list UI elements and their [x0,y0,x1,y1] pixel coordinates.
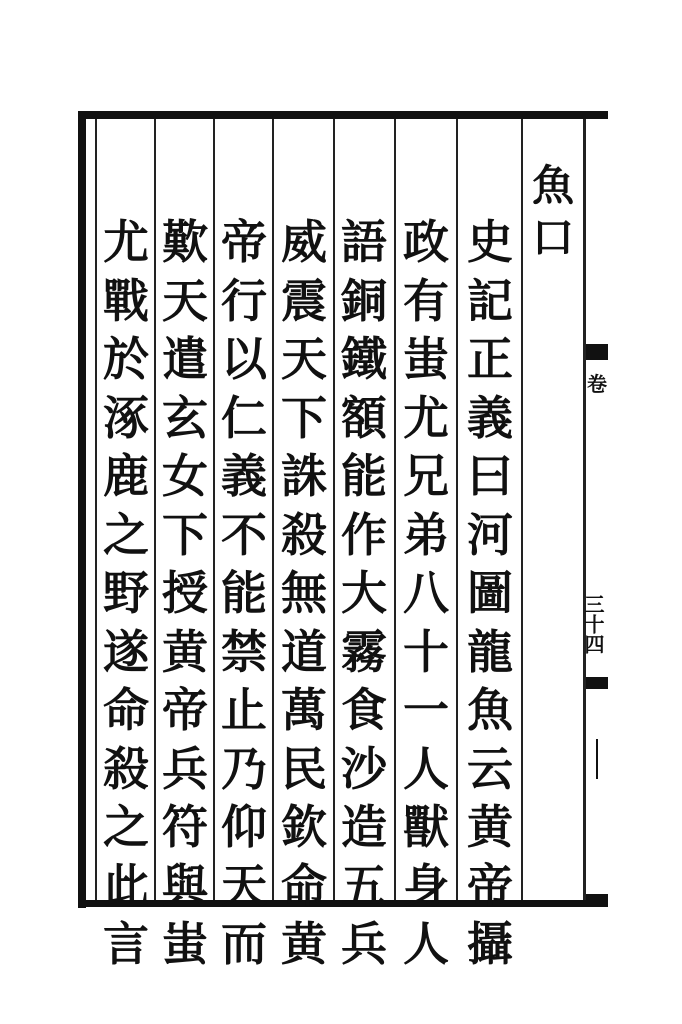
text-character: 萬 [281,683,327,737]
text-character: 尤 [103,215,149,269]
text-character: 龍 [467,624,513,679]
text-character: 授 [162,566,208,620]
text-column-6 [157,213,213,974]
column-rule [213,119,215,900]
text-character: 攝 [467,917,513,971]
text-character: 史 [467,215,513,269]
frame-left-border [78,111,86,908]
text-character: 無 [281,566,327,620]
text-character: 涿 [103,390,149,445]
column-rule [154,119,156,900]
text-character: 義 [467,390,513,445]
text-character: 魚 [531,161,574,210]
text-character: 禁 [221,624,267,679]
text-character: 河 [467,507,513,562]
text-column-7 [98,213,154,974]
fold-bottom-mark [586,894,608,900]
column-rule [456,119,458,900]
text-character: 誅 [281,449,327,503]
text-character: 兵 [341,917,387,971]
text-character: 下 [281,390,327,445]
frame-inner-left-rule [95,119,97,900]
text-column-3 [336,213,392,974]
text-character: 而 [221,917,267,971]
text-character: 人 [403,741,449,796]
text-character: 下 [162,507,208,562]
column-rule [333,119,335,900]
text-character: 兵 [162,741,208,796]
text-character: 遂 [103,624,149,679]
text-character: 鐵 [341,332,387,386]
text-character: 能 [341,449,387,503]
column-rule [394,119,396,900]
text-character: 符 [162,800,208,854]
text-character: 民 [281,741,327,796]
text-character: 黄 [467,800,513,854]
column-rule [521,119,523,900]
text-character: 額 [341,390,387,445]
fold-mark [596,739,598,779]
text-character: 野 [103,566,149,620]
text-character: 曰 [467,449,513,503]
column-rule [272,119,274,900]
text-character: 有 [403,273,449,328]
text-character: 銅 [341,273,387,328]
text-character: 殺 [281,507,327,562]
text-character: 震 [281,273,327,328]
text-character: 之 [103,507,149,562]
text-character: 女 [162,449,208,503]
text-column-4 [276,213,332,974]
text-character: 帝 [221,215,267,269]
fold-fishtail-upper [586,344,608,360]
text-character: 尤 [403,390,449,445]
text-character: 命 [281,858,327,913]
text-character: 大 [341,566,387,620]
text-column-5 [216,213,272,974]
text-character: 沙 [341,741,387,796]
text-character: 五 [341,858,387,913]
text-character: 道 [281,624,327,679]
text-character: 記 [467,273,513,328]
text-character: 威 [281,215,327,269]
text-character: 言 [103,917,149,971]
text-character: 行 [221,273,267,328]
text-character: 口 [531,213,574,262]
text-character: 黄 [281,917,327,971]
text-character: 之 [103,800,149,854]
page-fold-strip [581,119,608,900]
text-column-1 [462,213,518,974]
text-character: 弟 [403,507,449,562]
text-character: 政 [403,215,449,269]
fold-fishtail-lower [586,677,608,689]
text-character: 戰 [103,273,149,328]
text-character: 以 [221,332,267,386]
text-character: 與 [162,858,208,913]
text-character: 義 [221,449,267,503]
frame-top-border [78,111,608,119]
text-character: 止 [221,683,267,737]
text-character: 造 [341,800,387,854]
text-character: 兄 [403,449,449,503]
text-character: 仰 [221,800,267,854]
text-character: 能 [221,566,267,620]
text-character: 一 [403,683,449,737]
text-character: 玄 [162,390,208,445]
text-character: 天 [221,858,267,913]
text-character: 命 [103,683,149,737]
text-character: 正 [467,332,513,386]
text-character: 蚩 [403,332,449,386]
text-character: 乃 [221,741,267,796]
text-character: 八 [403,566,449,620]
text-character: 天 [281,332,327,386]
fold-page-label: 三十四 [581,594,605,654]
text-character: 帝 [162,683,208,737]
text-character: 仁 [221,390,267,445]
text-character: 鹿 [103,449,149,503]
text-column-2 [398,213,454,974]
text-character: 圖 [467,566,513,620]
text-character: 不 [221,507,267,562]
text-character: 作 [341,507,387,562]
text-character: 黄 [162,624,208,679]
text-character: 蚩 [162,917,208,971]
text-character: 遣 [162,332,208,386]
text-character: 身 [403,858,449,913]
text-character: 霧 [341,624,387,679]
text-character: 此 [103,858,149,913]
text-character: 天 [162,273,208,328]
fold-volume-label: 卷 [587,372,607,396]
text-character: 殺 [103,741,149,796]
text-character: 歎 [162,215,208,269]
text-character: 魚 [467,683,513,737]
text-character: 云 [467,741,513,796]
text-character: 於 [103,332,149,386]
text-character: 食 [341,683,387,737]
heading-column [525,160,581,264]
text-character: 語 [341,215,387,269]
text-character: 獸 [403,800,449,854]
text-character: 人 [403,917,449,971]
text-character: 欽 [281,800,327,854]
text-character: 帝 [467,858,513,913]
text-character: 十 [403,624,449,679]
